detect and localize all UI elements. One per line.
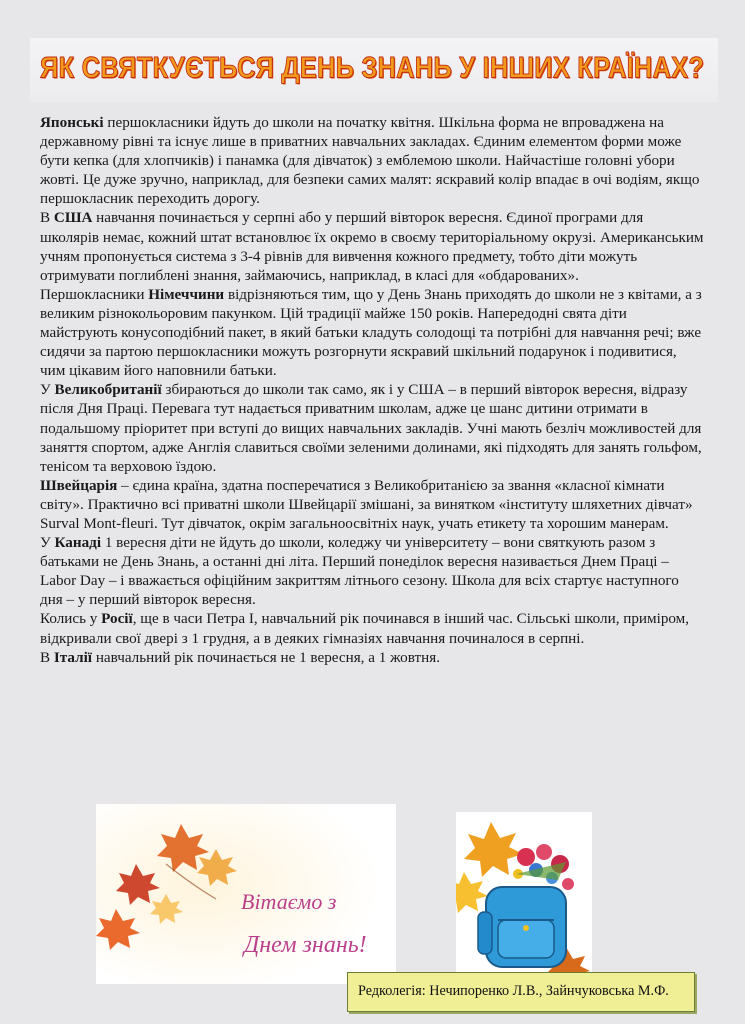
paragraph-russia <box>40 609 705 647</box>
paragraph-usa <box>40 208 705 284</box>
country-name: Канаді <box>54 534 102 552</box>
paragraph-text: навчання починається у серпні або у перший вівторок вересня. Єдиної програми для школярів немає, кожний штат встановлює їх окремо в своєму територіальному окрузі. Американським учням пропонується система з 3-4 рівнів для вивчення кожного предмету, тобто діти можуть отримувати поглиблені знання, займаючись, наприклад, в класі для «обдарованих». <box>40 209 704 284</box>
paragraph-germany <box>40 285 705 380</box>
paragraph-prefix: В <box>40 209 54 227</box>
paragraph-japan <box>40 113 705 208</box>
paragraph-text: навчальний рік починається не 1 вересня, а 1 жовтня. <box>92 648 440 666</box>
paragraph-text: – єдина країна, здатна посперечатися з Великобританією за звання «класної кімнати світу». Практично всі приватні школи Швейцарії змішані, за винятком «інституту шляхетних дівчат» Surval Mont-fleuri. Тут дівчаток, окрім загальноосвітніх наук, учать етикету та хорошим манерам. <box>40 476 693 532</box>
paragraph-prefix: В <box>40 648 54 666</box>
paragraph-uk <box>40 380 705 475</box>
country-name: Німеччини <box>148 285 225 303</box>
page-title: ЯК СВЯТКУЄТЬСЯ ДЕНЬ ЗНАНЬ У ІНШИХ КРАЇНАХ? <box>40 52 705 85</box>
paragraph-text: , ще в часи Петра І, навчальний рік починався в інший час. Сільські школи, приміром, відкривали свої двері з 1 грудня, а в деяких гімназіях навчання починалося в серпні. <box>40 610 690 647</box>
greeting-line-1: Вітаємо з <box>241 889 337 914</box>
paragraph-prefix: У <box>40 381 55 399</box>
paragraph-text: збираються до школи так само, як і у США – в перший вівторок вересня, відразу після Дня Праці. Перевага тут надається приватним школам, адже це шанс дитини отримати в подальшому пріоритет при вступі до вищих навчальних закладів. Учні мають безліч можливостей для заняття спортом, адже Англія славиться своїми зеленими долинами, які підходять для занять гольфом, тенісом та верховою їздою. <box>40 381 702 475</box>
paragraph-text: 1 вересня діти не йдуть до школи, коледжу чи університету – вони святкують разом з батьками не День Знань, а останні дні літа. Перший понеділок вересня називається Днем Праці – Labor Day – і вважається офіційним закриттям літнього сезону. Школа для всіх стартує наступного дня – у перший вівторок вересня. <box>40 534 679 609</box>
country-name: Росії <box>101 610 133 628</box>
country-name: США <box>53 209 93 227</box>
backpack-icon <box>478 887 566 967</box>
article-body <box>40 113 705 667</box>
paragraph-text: першокласники йдуть до школи на початку квітня. Шкільна форма не впроваджена на державному рівні та існує лише в приватних навчальних закладах. Єдиним елементом форми може бути кепка (для хлопчиків) і панамка (для дівчаток) з емблемою школи. Найчастіше головні убори жовті. Це дуже зручно, наприклад, для безпеки самих малят: яскравий колір впадає в очі водіям, якщо першокласник переходить дорогу. <box>40 114 700 208</box>
paragraph-text: відрізняються тим, що у День Знань приходять до школи не з квітами, а з великим різнокольоровим пакунком. Цій традиції майже 150 років. Напередодні свята діти майструють конусоподібний пакет, в який батьки кладуть солодощі та потрібні для навчання речі; вже сидячи за партою першокласники можуть розгорнути яскравий шкільний подарунок і подивитися, чим цікавим його наповнили батьки. <box>40 285 702 380</box>
paragraph-italy <box>40 648 705 667</box>
paragraph-switzerland <box>40 476 705 533</box>
country-name: Великобританії <box>54 381 162 399</box>
autumn-leaves-greeting-image <box>96 804 396 984</box>
paragraph-prefix: Колись у <box>40 610 102 628</box>
backpack-flowers-image <box>456 812 592 982</box>
paragraph-canada <box>40 533 705 609</box>
editorial-board-text: Редколегія: Нечипоренко Л.В., Зайнчуковська М.Ф. <box>358 983 669 999</box>
paragraph-prefix: Першокласники <box>40 285 149 303</box>
country-name: Швейцарія <box>40 476 118 494</box>
paragraph-prefix: У <box>40 534 55 552</box>
editorial-board-box <box>347 972 695 1012</box>
greeting-line-2: Днем знань! <box>244 932 367 958</box>
country-name: Італії <box>53 648 93 666</box>
country-name: Японські <box>40 114 104 131</box>
